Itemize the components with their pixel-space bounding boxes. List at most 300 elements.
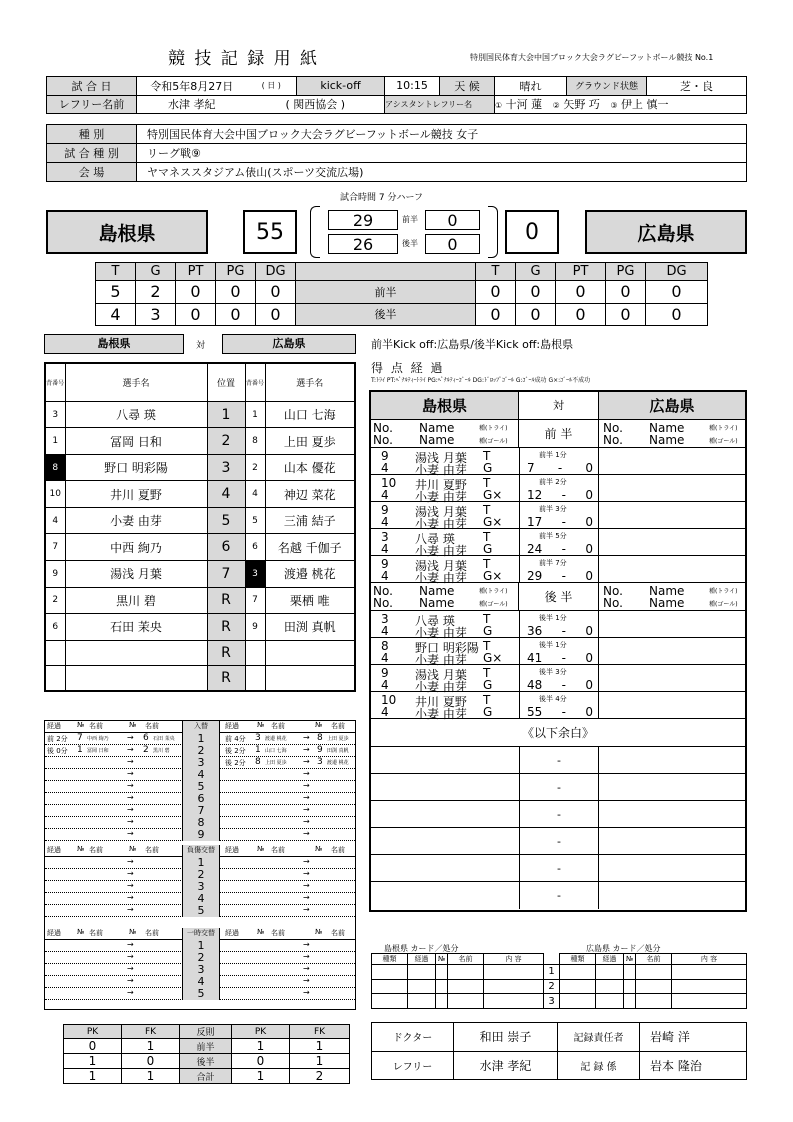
kicker-name: 小妻 由芽: [415, 653, 467, 667]
score-time: 前半 3分: [539, 505, 567, 513]
sub-on-no: 2: [143, 745, 149, 755]
scorer-no: 9: [381, 557, 389, 571]
empty-mid: -: [519, 855, 599, 882]
sub-on-name-r: 田渕 真帆: [327, 748, 349, 754]
position: 3: [207, 454, 245, 481]
sub-off-no: 1: [77, 745, 83, 755]
away-number: [245, 665, 265, 691]
first-half-label: 前半: [402, 215, 418, 224]
sub-num: 4: [182, 976, 220, 988]
score-type: T: [483, 693, 491, 707]
sub-h-time2: 経過: [225, 929, 239, 937]
score-type: T: [483, 476, 491, 490]
sub-h-no: №: [77, 721, 85, 729]
first-half-atry: 種(トライ): [709, 425, 738, 432]
score-time: 前半 5分: [539, 532, 567, 540]
sub-h-name: 名前: [89, 846, 103, 854]
second-half-ano1: No.: [603, 584, 623, 598]
first-half-name2: Name: [419, 433, 455, 447]
away-player: 渡邉 桃花: [265, 561, 355, 588]
sub-arrow: →: [127, 869, 134, 878]
kicker-name: 小妻 由芽: [415, 571, 467, 585]
sub-h-no3: №: [257, 928, 265, 936]
sub-arrow-r: →: [303, 829, 310, 838]
home-team-box: 島根県: [46, 210, 208, 254]
score-time: 前半 7分: [539, 559, 567, 567]
sub-num: 4: [182, 893, 220, 905]
sub-arrow-r: →: [303, 757, 310, 766]
sub-h-time2: 経過: [225, 722, 239, 730]
home-player: 野口 明彩陽: [65, 454, 207, 481]
score-type: T: [483, 639, 491, 653]
home-number: 6: [45, 614, 65, 641]
sub-num: 8: [182, 817, 220, 829]
home-number: 3: [45, 401, 65, 428]
goal-result: G×: [483, 488, 503, 502]
page-title: 競 技 記 録 用 紙: [168, 49, 320, 69]
first-half-aname2: Name: [649, 433, 685, 447]
sub-h-no2: №: [129, 928, 137, 936]
scoring-away: 広島県: [599, 392, 745, 420]
score-type: T: [483, 503, 491, 517]
scorer-name: 八尋 瑛: [415, 614, 455, 628]
sub-arrow-r: →: [303, 869, 310, 878]
first-half-goal: 種(ゴール): [479, 438, 508, 445]
sub-num: 2: [182, 952, 220, 964]
second-half-goal: 種(ゴール): [479, 601, 508, 608]
sub-arrow: →: [127, 757, 134, 766]
sub-arrow: →: [127, 976, 134, 985]
position: 2: [207, 428, 245, 455]
running-score: 7 - 0: [527, 461, 593, 475]
position: R: [207, 614, 245, 641]
away-number: 8: [245, 428, 265, 455]
roster-row: [45, 640, 355, 665]
kicker-no: 4: [381, 488, 389, 502]
cards-away-title: 広島県 カード／処分: [586, 944, 661, 953]
second-half-label: 後 半: [519, 583, 599, 611]
scorer-name: 井川 夏野: [415, 478, 467, 492]
roster-row: [45, 454, 355, 481]
sub-h-name: 名前: [89, 722, 103, 730]
kicker-name: 小妻 由芽: [415, 490, 467, 504]
sub-num: 6: [182, 793, 220, 805]
away-number: 4: [245, 481, 265, 508]
sub-num: 4: [182, 769, 220, 781]
sub-arrow-r: →: [303, 745, 310, 754]
scorer-no: 3: [381, 612, 389, 626]
score-time: 後半 1分: [539, 641, 567, 649]
home-number: 1: [45, 428, 65, 455]
position: 7: [207, 561, 245, 588]
roster-away-team: 広島県: [222, 334, 356, 354]
sub-arrow-r: →: [303, 893, 310, 902]
sub-arrow: →: [127, 905, 134, 914]
position: 5: [207, 507, 245, 534]
competition-info-table: 種 別 特別国民体育大会中国ブロック大会ラグビーフットボール競技 女子 試 合 種 別 リーグ戦⑨ 会 場 ヤマネススタジアム俵山(スポーツ交流広場): [46, 124, 747, 182]
sub-h-name3: 名前: [271, 929, 285, 937]
match-info-table: 試 合 日 令和5年8月27日 ( 日 ) kick-off 10:15 天 候 晴れ グラウンド状態 芝・良 レフリー名前 水津 孝紀 ( 関西協会 ) アシスタントレフリー名 ① 十河 蓮 ② 矢野 巧 ③ 伊上 慎一: [46, 76, 747, 114]
kicker-no: 4: [381, 542, 389, 556]
scorer-name: 湯浅 月葉: [415, 668, 467, 682]
sub-num: 3: [182, 964, 220, 976]
sub-off-no: 7: [77, 733, 83, 743]
away-player: 神辺 菜花: [265, 481, 355, 508]
goal-result: G: [483, 705, 493, 719]
score-type: T: [483, 557, 491, 571]
home-player: [65, 640, 207, 665]
first-half-ano2: No.: [603, 433, 623, 447]
sub-off-name: 冨岡 日和: [87, 748, 109, 754]
sub-arrow-r: →: [303, 857, 310, 866]
scorer-name: 湯浅 月葉: [415, 505, 467, 519]
sub-arrow-r: →: [303, 805, 310, 814]
second-half-label: 後半: [402, 239, 418, 248]
away-number: 6: [245, 534, 265, 561]
sub-on-no-r: 8: [317, 733, 323, 743]
sub-h-name2: 名前: [145, 722, 159, 730]
sub-arrow-r: →: [303, 817, 310, 826]
second-half-agoal: 種(ゴール): [709, 601, 738, 608]
away-team-box: 広島県: [585, 210, 747, 254]
kicker-no: 4: [381, 515, 389, 529]
sub-on-name-r: 上田 夏歩: [327, 736, 349, 742]
score-type: T: [483, 449, 491, 463]
sub-h-mid: 一時交替: [182, 928, 220, 940]
bracket-left: [310, 206, 320, 258]
kicker-name: 小妻 由芽: [415, 463, 467, 477]
sub-h-name: 名前: [89, 929, 103, 937]
sub-arrow: →: [127, 745, 134, 754]
sub-h-no: №: [77, 928, 85, 936]
home-player: 井川 夏野: [65, 481, 207, 508]
score-time: 後半 1分: [539, 614, 567, 622]
away-first-half: 0: [425, 210, 480, 230]
sub-h-no4: №: [315, 845, 323, 853]
scoring-home: 島根県: [371, 392, 519, 420]
away-number: 3: [245, 561, 265, 588]
sub-arrow-r: →: [303, 733, 310, 742]
scorer-name: 野口 明彩陽: [415, 641, 479, 655]
running-score: 17 - 0: [527, 515, 593, 529]
home-player: 小妻 由芽: [65, 507, 207, 534]
sub-h-time: 経過: [47, 722, 61, 730]
sub-time-r: 前 4分: [225, 735, 246, 743]
sub-on-name: 石田 茉央: [153, 736, 175, 742]
roster-row: [45, 665, 355, 691]
first-half-ano1: No.: [603, 421, 623, 435]
away-number: 5: [245, 507, 265, 534]
sub-h-no2: №: [129, 721, 137, 729]
empty-mid: -: [519, 828, 599, 855]
sub-h-mid: 入替: [182, 721, 220, 733]
sub-arrow: →: [127, 769, 134, 778]
sub-arrow-r: →: [303, 781, 310, 790]
second-half-atry: 種(トライ): [709, 588, 738, 595]
sub-h-no: №: [77, 845, 85, 853]
sub-arrow: →: [127, 857, 134, 866]
sub-num: 1: [182, 733, 220, 745]
kicker-no: 4: [381, 651, 389, 665]
home-player: 冨岡 日和: [65, 428, 207, 455]
sub-off-name-r: 渡邉 桃花: [265, 736, 287, 742]
sub-num: 2: [182, 869, 220, 881]
roster-row: [45, 534, 355, 561]
sub-arrow-r: →: [303, 769, 310, 778]
home-second-half: 26: [328, 234, 398, 254]
roster-row: [45, 507, 355, 534]
goal-result: G: [483, 624, 493, 638]
home-first-half: 29: [328, 210, 398, 230]
position: R: [207, 587, 245, 614]
sub-arrow-r: →: [303, 905, 310, 914]
running-score: 29 - 0: [527, 569, 593, 583]
scorer-no: 10: [381, 476, 397, 490]
score-breakdown-table: T G PT PG DG T G PT PG DG 5 2 0 0 0 前半 0 0 0 0 0 4 3 0 0 0 後半 0 0 0 0 0: [95, 262, 708, 326]
sub-h-no4: №: [315, 721, 323, 729]
away-player: 山本 優花: [265, 454, 355, 481]
sub-h-name2: 名前: [145, 929, 159, 937]
roster-table: 背番号 選手名 位置 背番号 選手名 3 八尋 瑛 1 1 山口 七海 1 冨岡 日和 2 8 上田 夏歩 8 野口 明彩陽 3 2 山本 優花 10 井川 夏野 4 4 神辺 菜花 4 小妻 由芽 5 5 三浦 結子 7 中西 絢乃 6 6 名越 千伽子 9 湯浅 月葉 7 3 渡邉 桃花 2 黒川 碧 R 7 栗栖 唯 6 石田 茉央 R 9 田渕 真帆 R R: [44, 362, 356, 692]
sub-off-no-r: 1: [255, 745, 261, 755]
scoring-title: 得 点 経 過: [371, 361, 445, 375]
sub-off-name-r: 上田 夏歩: [265, 760, 287, 766]
sub-on-no-r: 9: [317, 745, 323, 755]
away-second-half: 0: [425, 234, 480, 254]
sub-num: 1: [182, 940, 220, 952]
away-number: 9: [245, 614, 265, 641]
second-half-try: 種(トライ): [479, 588, 508, 595]
staff-table: ドクター 和田 崇子 記録責任者 岩崎 洋 レフリー 水津 孝紀 記 録 係 岩本 隆治: [371, 1022, 747, 1080]
first-half-aname1: Name: [649, 421, 685, 435]
home-player: 中西 絢乃: [65, 534, 207, 561]
second-half-ano2: No.: [603, 596, 623, 610]
first-half-name1: Name: [419, 421, 455, 435]
sub-off-name-r: 山口 七海: [265, 748, 287, 754]
goal-result: G×: [483, 515, 503, 529]
scorer-no: 3: [381, 530, 389, 544]
position: R: [207, 640, 245, 665]
sub-arrow-r: →: [303, 952, 310, 961]
running-score: 41 - 0: [527, 651, 593, 665]
position: R: [207, 665, 245, 691]
score-time: 後半 4分: [539, 695, 567, 703]
away-player: [265, 665, 355, 691]
sub-arrow-r: →: [303, 964, 310, 973]
sub-arrow-r: →: [303, 793, 310, 802]
sub-h-name4: 名前: [331, 846, 345, 854]
scorer-name: 湯浅 月葉: [415, 451, 467, 465]
roster-home-team: 島根県: [44, 334, 184, 354]
away-number: 1: [245, 401, 265, 428]
home-number: [45, 665, 65, 691]
sub-on-name-r: 渡邉 桃花: [327, 760, 349, 766]
empty-mid: -: [519, 882, 599, 909]
sub-arrow: →: [127, 793, 134, 802]
kicker-name: 小妻 由芽: [415, 680, 467, 694]
sub-arrow: →: [127, 733, 134, 742]
sub-on-no: 6: [143, 733, 149, 743]
sub-time: 後 0分: [47, 747, 68, 755]
sub-arrow: →: [127, 881, 134, 890]
home-player: [65, 665, 207, 691]
home-player: 石田 茉央: [65, 614, 207, 641]
away-player: 栗栖 唯: [265, 587, 355, 614]
sub-arrow: →: [127, 940, 134, 949]
score-time: 前半 2分: [539, 478, 567, 486]
sub-num: 3: [182, 881, 220, 893]
kicker-name: 小妻 由芽: [415, 517, 467, 531]
sub-time-r: 後 2分: [225, 747, 246, 755]
scorer-no: 9: [381, 666, 389, 680]
away-number: 2: [245, 454, 265, 481]
home-number: [45, 640, 65, 665]
sub-num: 5: [182, 781, 220, 793]
sub-arrow-r: →: [303, 976, 310, 985]
empty-mid: -: [519, 747, 599, 774]
position: 6: [207, 534, 245, 561]
running-score: 48 - 0: [527, 678, 593, 692]
goal-result: G: [483, 678, 493, 692]
roster-row: [45, 561, 355, 588]
first-half-try: 種(トライ): [479, 425, 508, 432]
sub-off-no-r: 3: [255, 733, 261, 743]
sub-num: 2: [182, 745, 220, 757]
org-name: 特別国民体育大会中国ブロック大会ラグビーフットボール競技 No.1: [470, 53, 714, 62]
scorer-name: 湯浅 月葉: [415, 559, 467, 573]
score-type: T: [483, 612, 491, 626]
sub-arrow-r: →: [303, 988, 310, 997]
sub-time: 前 2分: [47, 735, 68, 743]
sub-arrow: →: [127, 952, 134, 961]
sub-arrow-r: →: [303, 881, 310, 890]
goal-result: G: [483, 461, 493, 475]
sub-num: 1: [182, 857, 220, 869]
position: 4: [207, 481, 245, 508]
kicker-name: 小妻 由芽: [415, 544, 467, 558]
goal-result: G×: [483, 651, 503, 665]
home-total-score: 55: [243, 210, 297, 254]
first-half-agoal: 種(ゴール): [709, 438, 738, 445]
sub-h-name3: 名前: [271, 722, 285, 730]
sub-h-time: 経過: [47, 929, 61, 937]
roster-vs: 対: [196, 341, 206, 351]
cards-table: 種類 経過 № 名前 内 容 種類 経過 № 名前 内 容 1 2 3: [371, 953, 747, 1009]
scorer-name: 八尋 瑛: [415, 532, 455, 546]
sub-arrow: →: [127, 817, 134, 826]
first-half-label: 前 半: [519, 420, 599, 448]
home-player: 黒川 碧: [65, 587, 207, 614]
penalty-table: PK FK 反則 PK FK 0 1 前半 1 1 1 0 後半 0 1 1 1 合計 1 2: [63, 1024, 350, 1084]
match-duration: 試合時間 7 分ハーフ: [340, 193, 423, 203]
empty-mid: -: [519, 774, 599, 801]
sub-num: 5: [182, 905, 220, 917]
first-half-no2: No.: [373, 433, 393, 447]
home-number: 9: [45, 561, 65, 588]
away-player: 上田 夏歩: [265, 428, 355, 455]
away-number: 7: [245, 587, 265, 614]
away-player: 名越 千伽子: [265, 534, 355, 561]
bracket-right: [488, 206, 498, 258]
sub-arrow: →: [127, 964, 134, 973]
scoring-panel: [369, 390, 747, 912]
kicker-name: 小妻 由芽: [415, 707, 467, 721]
empty-mid: -: [519, 801, 599, 828]
second-half-aname2: Name: [649, 596, 685, 610]
away-number: [245, 640, 265, 665]
second-half-name1: Name: [419, 584, 455, 598]
running-score: 12 - 0: [527, 488, 593, 502]
sub-h-name2: 名前: [145, 846, 159, 854]
second-half-no2: No.: [373, 596, 393, 610]
score-time: 前半 1分: [539, 451, 567, 459]
sub-num: 7: [182, 805, 220, 817]
score-time: 後半 3分: [539, 668, 567, 676]
roster-row: [45, 614, 355, 641]
yohaku: 《以下余白》: [371, 719, 745, 747]
home-number: 8: [45, 454, 65, 481]
roster-row: [45, 481, 355, 508]
sub-arrow: →: [127, 893, 134, 902]
running-score: 55 - 0: [527, 705, 593, 719]
sub-on-name: 黒川 碧: [153, 748, 170, 754]
sub-off-no-r: 8: [255, 757, 261, 767]
home-number: 4: [45, 507, 65, 534]
away-total-score: 0: [505, 210, 559, 254]
sub-h-no2: №: [129, 845, 137, 853]
kicker-no: 4: [381, 678, 389, 692]
home-player: 湯浅 月葉: [65, 561, 207, 588]
sub-h-no3: №: [257, 845, 265, 853]
scorer-no: 10: [381, 693, 397, 707]
scorer-no: 9: [381, 449, 389, 463]
sub-arrow: →: [127, 805, 134, 814]
scorer-no: 9: [381, 503, 389, 517]
kicker-no: 4: [381, 569, 389, 583]
goal-result: G: [483, 542, 493, 556]
sub-h-time: 経過: [47, 846, 61, 854]
away-player: 田渕 真帆: [265, 614, 355, 641]
roster-row: [45, 587, 355, 614]
sub-h-name4: 名前: [331, 929, 345, 937]
roster-row: [45, 428, 355, 455]
scorer-no: 8: [381, 639, 389, 653]
position: 1: [207, 401, 245, 428]
running-score: 24 - 0: [527, 542, 593, 556]
sub-arrow: →: [127, 829, 134, 838]
sub-on-no-r: 3: [317, 757, 323, 767]
sub-h-time2: 経過: [225, 846, 239, 854]
sub-arrow: →: [127, 988, 134, 997]
running-score: 36 - 0: [527, 624, 593, 638]
score-type: T: [483, 666, 491, 680]
away-player: [265, 640, 355, 665]
substitution-panel: [44, 720, 356, 1010]
second-half-no1: No.: [373, 584, 393, 598]
sub-num: 3: [182, 757, 220, 769]
sub-num: 9: [182, 829, 220, 841]
first-half-no1: No.: [373, 421, 393, 435]
second-half-aname1: Name: [649, 584, 685, 598]
sub-num: 5: [182, 988, 220, 1000]
scorer-name: 井川 夏野: [415, 695, 467, 709]
sub-h-no3: №: [257, 721, 265, 729]
sub-arrow: →: [127, 781, 134, 790]
away-player: 山口 七海: [265, 401, 355, 428]
kickoff-info: 前半Kick off:広島県/後半Kick off:島根県: [371, 338, 574, 351]
scoring-legend: T:ﾄﾗｲ PT:ﾍﾟﾅﾙﾃｨｰﾄﾗｲ PG:ﾍﾟﾅﾙﾃｨｰｺﾞｰﾙ DG:ﾄﾞﾛｯﾌﾟｺﾞｰﾙ G:ｺﾞｰﾙ成功 G×:ｺﾞｰﾙ不成功: [371, 377, 591, 384]
goal-result: G×: [483, 569, 503, 583]
